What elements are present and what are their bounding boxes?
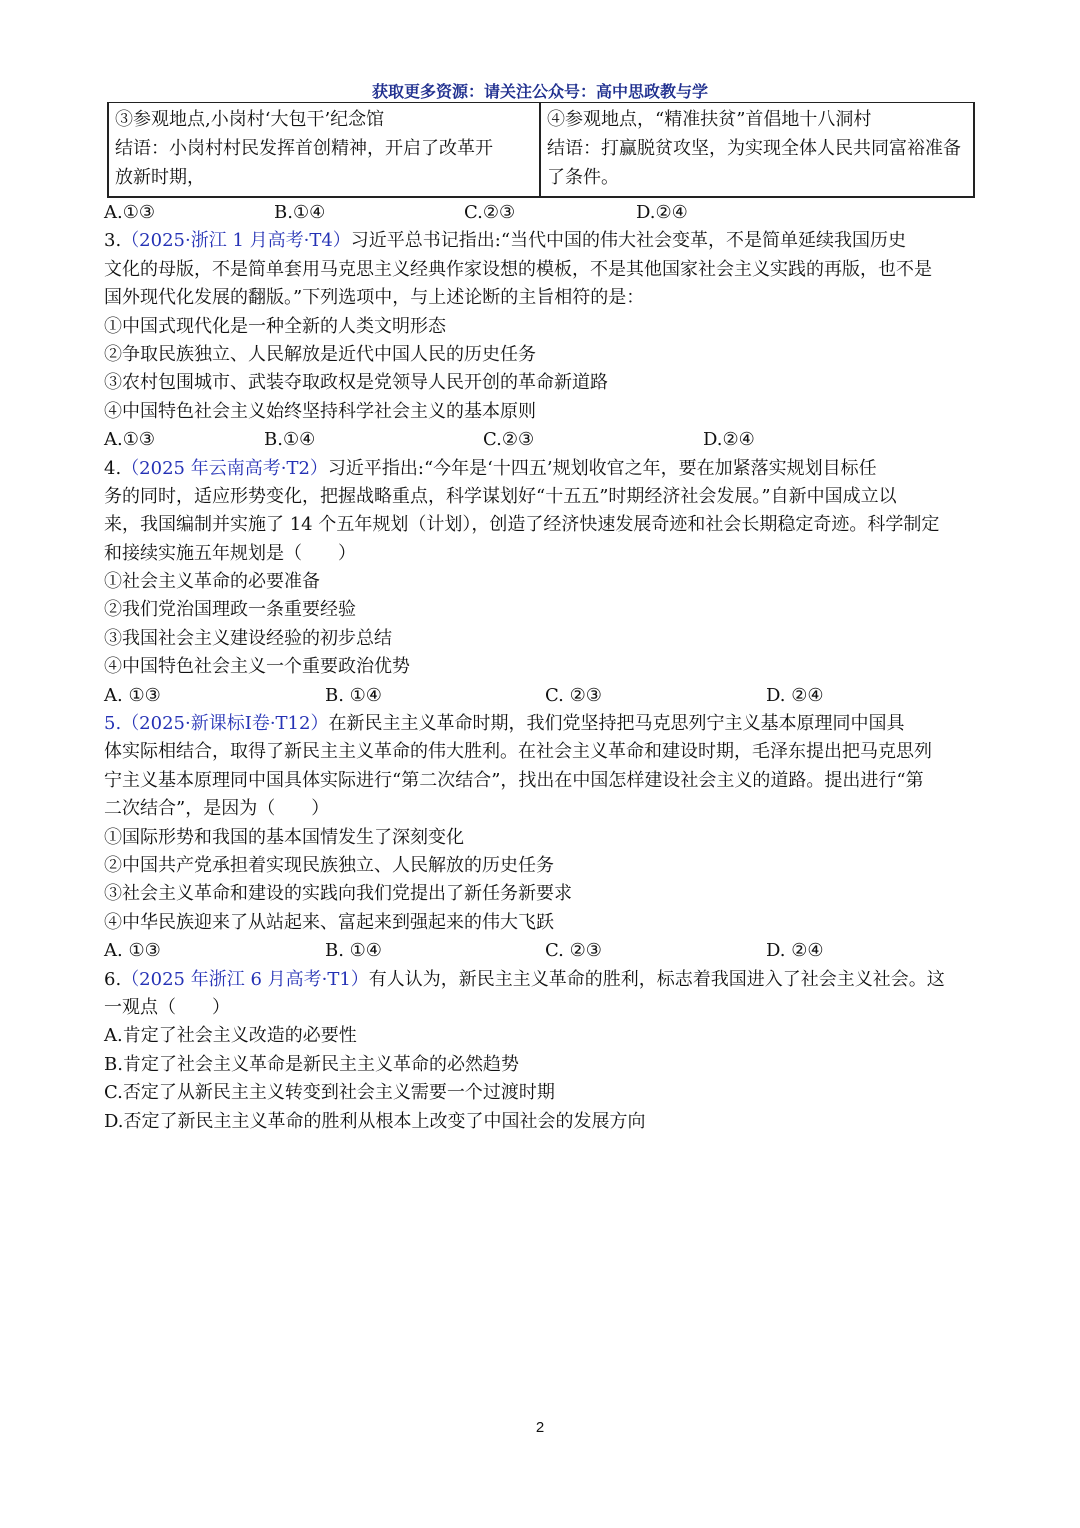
option-b: B. ①④ xyxy=(325,940,382,962)
question-source: （2025 年云南高考·T2） xyxy=(121,457,328,479)
q5-stem-line: 宁主义基本原理同中国具体实际进行“第二次结合”，找出在中国怎样建设社会主义的道路。提出进行“第 xyxy=(104,769,924,791)
visit-table xyxy=(107,102,975,198)
option-c: C. ②③ xyxy=(545,684,602,706)
option-d: D. ②④ xyxy=(766,684,824,706)
q2-options xyxy=(104,199,984,227)
q4-item: ③我国社会主义建设经验的初步总结 xyxy=(104,627,392,649)
question-number: 3. xyxy=(104,230,122,252)
cell-line: ④参观地点，“精准扶贫”首倡地十八洞村 xyxy=(547,109,872,130)
stem-text: 习近平指出:“今年是‘十四五’规划收官之年，要在加紧落实规划目标任 xyxy=(327,457,877,479)
header-notice: 获取更多资源：请关注公众号：高中思政教与学 xyxy=(371,82,708,101)
page-number: 2 xyxy=(535,1419,545,1436)
q3-stem-line: 文化的母版，不是简单套用马克思主义经典作家设想的模板，不是其他国家社会主义实践的再版，也不是 xyxy=(104,258,932,280)
option-a: A.①③ xyxy=(104,429,155,451)
cell-line: ③参观地点,小岗村‘大包干’纪念馆 xyxy=(115,109,385,130)
q6-stem-line: 一观点（ ） xyxy=(104,996,230,1018)
q6-stem-line xyxy=(104,966,984,994)
question-source: （2025·浙江 1 月高考·T4） xyxy=(121,230,351,252)
option-a: A. ①③ xyxy=(104,940,161,962)
cell-line: 了条件。 xyxy=(547,167,619,188)
q4-stem-line: 务的同时，适应形势变化，把握战略重点，科学谋划好“十五五”时期经济社会发展。”自新中国成立以 xyxy=(104,485,897,507)
option-d: D. ②④ xyxy=(766,940,824,962)
q5-stem-line: 体实际相结合，取得了新民主主义革命的伟大胜利。在社会主义革命和建设时期，毛泽东提出把马克思列 xyxy=(104,741,932,763)
option-d: D.②④ xyxy=(636,202,688,223)
stem-text: 在新民主主义革命时期，我们党坚持把马克思列宁主义基本原理同中国具 xyxy=(328,713,905,735)
q6-option: C.否定了从新民主主义转变到社会主义需要一个过渡时期 xyxy=(104,1082,555,1104)
q4-stem-line xyxy=(104,455,984,483)
question-source: （2025·新课标Ⅰ卷·T12） xyxy=(121,713,329,735)
q6-option: D.否定了新民主主义革命的胜利从根本上改变了中国社会的发展方向 xyxy=(104,1110,646,1132)
q4-item: ④中国特色社会主义一个重要政治优势 xyxy=(104,656,410,678)
q3-stem-line xyxy=(104,227,984,255)
cell-line: 结语：打赢脱贫攻坚，为实现全体人民共同富裕准备 xyxy=(547,138,961,159)
q5-options xyxy=(104,937,984,965)
q4-item: ①社会主义革命的必要准备 xyxy=(104,571,320,593)
option-c: C.②③ xyxy=(464,202,516,223)
q3-options xyxy=(104,426,984,454)
q5-stem-line: 二次结合”，是因为（ ） xyxy=(104,798,330,820)
option-c: C. ②③ xyxy=(545,940,602,962)
q5-item: ④中华民族迎来了从站起来、富起来到强起来的伟大飞跃 xyxy=(104,911,554,933)
stem-text: 习近平总书记指出:“当代中国的伟大社会变革，不是简单延续我国历史 xyxy=(350,230,907,252)
q3-item: ③农村包围城市、武装夺取政权是党领导人民开创的革命新道路 xyxy=(104,372,608,394)
option-b: B. ①④ xyxy=(325,684,382,706)
question-number: 4. xyxy=(104,457,122,479)
q6-option: A.肯定了社会主义改造的必要性 xyxy=(104,1025,357,1047)
option-b: B.①④ xyxy=(274,202,326,223)
q3-stem-line: 国外现代化发展的翻版。”下列选项中，与上述论断的主旨相符的是： xyxy=(104,287,645,309)
table-cell-4 xyxy=(541,103,973,196)
q3-item: ①中国式现代化是一种全新的人类文明形态 xyxy=(104,315,446,337)
q4-item: ②我们党治国理政一条重要经验 xyxy=(104,599,356,621)
q5-item: ②中国共产党承担着实现民族独立、人民解放的历史任务 xyxy=(104,854,554,876)
option-a: A. ①③ xyxy=(104,684,161,706)
q5-item: ③社会主义革命和建设的实践向我们党提出了新任务新要求 xyxy=(104,883,572,905)
question-number: 6. xyxy=(104,968,122,990)
option-c: C.②③ xyxy=(483,429,535,451)
stem-text: 有人认为，新民主主义革命的胜利，标志着我国进入了社会主义社会。这 xyxy=(368,968,945,990)
q4-stem-line: 和接续实施五年规划是（ ） xyxy=(104,542,356,564)
questions xyxy=(104,199,984,1136)
question-number: 5. xyxy=(104,713,122,735)
cell-line: 放新时期， xyxy=(115,167,205,188)
option-d: D.②④ xyxy=(703,429,755,451)
q4-options xyxy=(104,682,984,710)
q3-item: ④中国特色社会主义始终坚持科学社会主义的基本原则 xyxy=(104,400,536,422)
q6-option: B.肯定了社会主义革命是新民主主义革命的必然趋势 xyxy=(104,1053,519,1075)
option-b: B.①④ xyxy=(264,429,316,451)
question-source: （2025 年浙江 6 月高考·T1） xyxy=(121,968,369,990)
q5-item: ①国际形势和我国的基本国情发生了深刻变化 xyxy=(104,826,464,848)
q5-stem-line xyxy=(104,710,984,738)
cell-line: 结语：小岗村村民发挥首创精神，开启了改革开 xyxy=(115,138,493,159)
table-cell-3 xyxy=(109,103,541,196)
q4-stem-line: 来，我国编制并实施了 14 个五年规划（计划），创造了经济快速发展奇迹和社会长期稳定奇迹。科学制定 xyxy=(104,514,940,536)
option-a: A.①③ xyxy=(104,202,155,223)
q3-item: ②争取民族独立、人民解放是近代中国人民的历史任务 xyxy=(104,343,536,365)
